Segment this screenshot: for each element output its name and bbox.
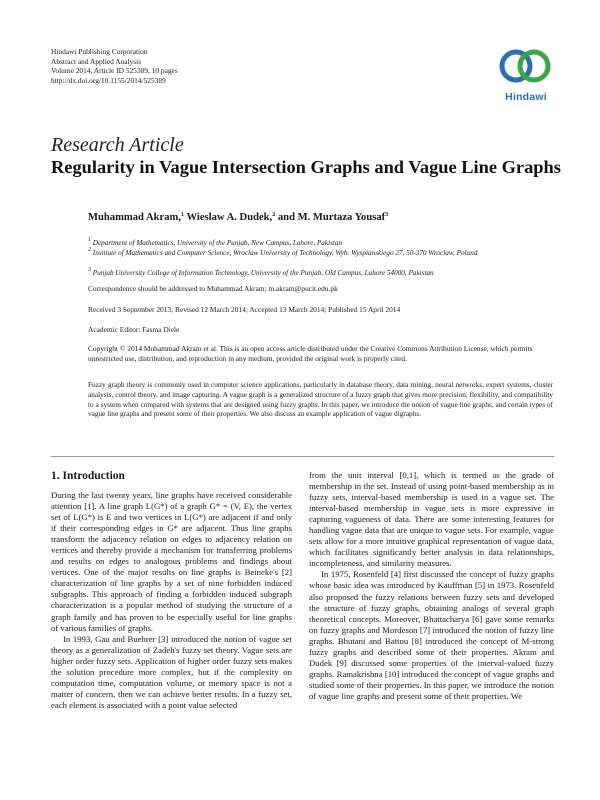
affiliation-sup: 1 [88,237,91,243]
paragraph: In 1975, Rosenfeld [4] first discussed the concept of fuzzy graphs whose basic idea was introduced by Kauffman [5] in 1973. Rosenfeld also proposed the fuzzy relations between fuzzy sets and developed the structure of fuzzy graphs, obtaining analogs of several graph theoretical concepts. Moreover, Bhattacharya [6] gave some remarks on fuzzy graphs and Mordeson [7] introduced the notion of fuzzy line graphs. Bhutani and Battou [8] introduced the concept of M-strong fuzzy graphs and described some of their properties. Akram and Dudek [9] discussed some properties of the interval-valued fuzzy graphs. Ramakrishna [10] introduced the concept of vague graphs and studied some of their properties. In this paper, we introduce the notion of vague line graphs and present some of their properties. We [309,569,554,701]
volume-info: Volume 2014, Article ID 525389, 10 pages [51,66,178,76]
affiliation-sup: 2 [88,247,91,253]
body-column-right [309,470,554,702]
author-name: Wieslaw A. Dudek, [186,212,273,223]
doi-link[interactable]: http://dx.doi.org/10.1155/2014/525389 [51,75,166,85]
affiliation-sup: 3 [88,267,91,273]
author-sup: 3 [385,212,389,218]
correspondence: Correspondence should be addressed to Muhammad Akram; m.akram@pucit.edu.pk [88,284,338,293]
journal-name: Abstract and Applied Analysis [51,56,142,66]
affiliation [88,266,558,278]
academic-editor: Academic Editor: Fasma Diele [88,325,180,334]
body-column-left [51,490,292,711]
author-name: Muhammad Akram, [88,212,181,223]
paragraph: During the last twenty years, line graphs have received considerable attention [1]. A line graph L(G*) of a graph G* = (V, E), the vertex set of L(G*) is E and two vertices in L(G*) are adjacent if and only if their corresponding edges in G* are adjacent. Thus line graphs transform the adjacency relation on edges to adjacency relation on vertices and thereby provide a mechanism for transferring problems and results on edges to analogous problems and findings about vertices. One of the major results on line graphs is Beineke's [2] characterization of line graphs by a set of nine forbidden induced subgraphs. This approach of finding a forbidden induced subgraph characterization is a popular method of studying the structure of a graph family and has proven to be especially useful for line graphs of various families of graphs. [51,490,292,633]
publisher: Hindawi Publishing Corporation [51,47,148,56]
author-sup: 2 [272,212,276,218]
section-heading: 1. Introduction [51,470,125,482]
page-title: Regularity in Vague Intersection Graphs and Vague Line Graphs [51,157,561,177]
affiliation-text: Institute of Mathematics and Computer Science, Wroclaw University of Technology, Wyb. Wyspianskiego 27, 50-370 Wroclaw, Poland [92,249,478,257]
author-list [88,212,388,223]
paragraph: In 1993, Gau and Buehrer [3] introduced the notion of vague set theory as a generalization of Zadeh's fuzzy set theory. Vague sets are higher order fuzzy sets. Application of higher order fuzzy sets makes the solution procedure more complex, but if the complexity on computation time, computation volume, or memory space is not a matter of concern, then we can achieve better results. In a fuzzy set, each element is associated with a point value selected [51,633,292,710]
author-sup: 1 [181,212,184,218]
copyright-notice: Copyright © 2014 Muhammad Akram et al. This is an open access article distributed under the Creative Commons Attribution License, which permits unrestricted use, distribution, and reproduction in any medium, provided the original work is properly cited. [88,344,533,363]
affiliation-text: Punjab University College of Information Technology, University of the Punjab, Old Campus, Lahore 54000, Pakistan [92,269,434,277]
section-divider [51,456,554,457]
logo-text: Hindawi [505,91,547,103]
article-dates: Received 3 September 2013; Revised 12 March 2014; Accepted 13 March 2014; Published 15 April 2014 [88,305,401,314]
affiliation-text: Department of Mathematics, University of the Punjab, New Campus, Lahore, Pakistan [92,239,343,247]
article-type: Research Article [51,134,184,156]
author-name: and M. Murtaza Yousaf [277,212,386,223]
paragraph: from the unit interval [0,1], which is termed as the grade of membership in the set. Instead of using point-based membership as in fuzzy sets, interval-based membership is used in a vague set. The interval-based membership in vague sets is more expressive in capturing vagueness of data. There are some interesting features for handling vague data that are unique to vague sets. For example, vague sets allow for a more intuitive graphical representation of vague data, which facilitates significantly better analysis in data relationships, incompleteness, and similarity measures. [309,470,554,569]
journal-header [51,47,178,85]
abstract: Fuzzy graph theory is commonly used in computer science applications, particularly in database theory, data mining, neural networks, expert systems, cluster analysis, control theory, and image capturing. A vague graph is a generalized structure of a fuzzy graph that gives more precision, flexibility, and compatibility to a system when compared with systems that are designed using fuzzy graphs. In this paper, we introduce the notion of vague line graphs, and certain types of vague line graphs and present some of their properties. We also discuss an example application of vague digraphs. [88,380,553,419]
affiliation [88,246,488,258]
